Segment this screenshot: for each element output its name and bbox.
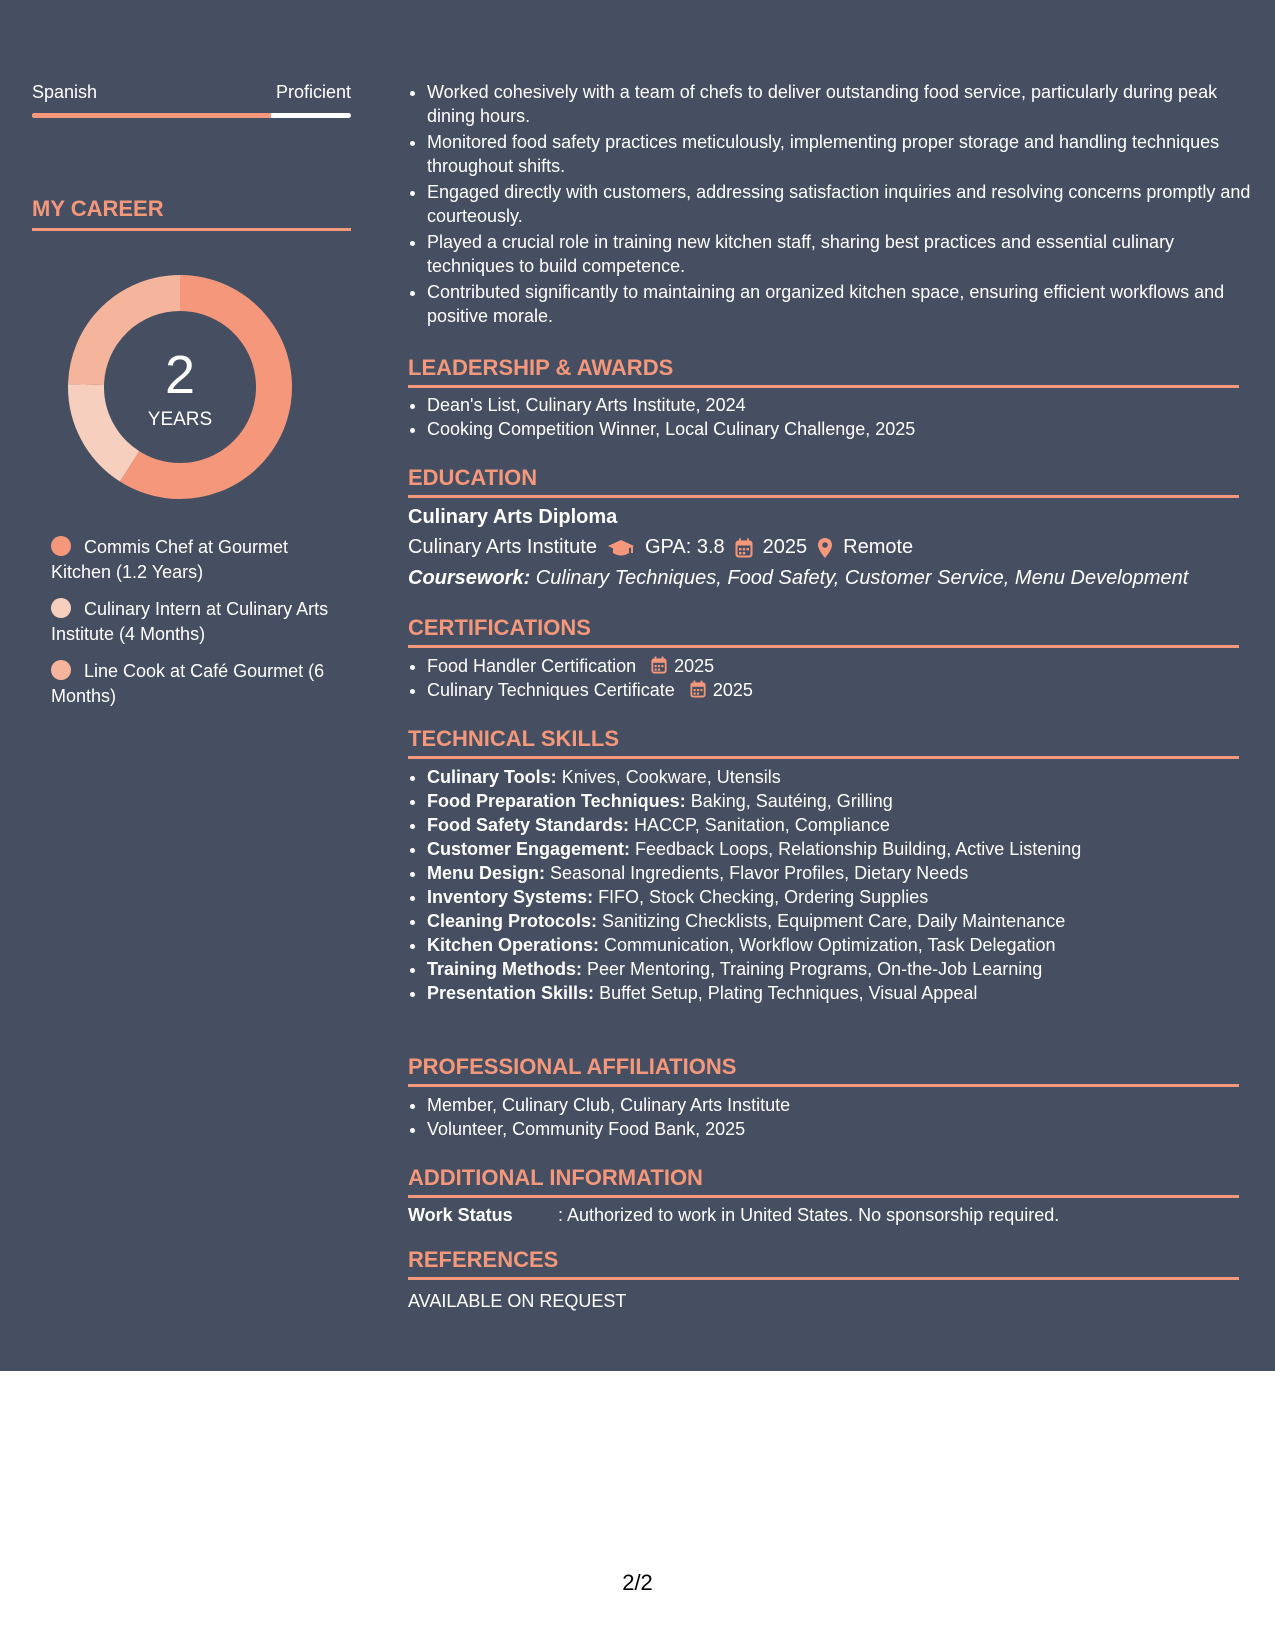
skill-value: Peer Mentoring, Training Programs, On-the-Job Learning	[582, 959, 1043, 979]
career-role-label: Culinary Intern at Culinary Arts Institute (4 Months)	[51, 599, 329, 644]
experience-bullet: • Engaged directly with customers, addressing satisfaction inquiries and resolving concerns promptly and courteously.	[427, 180, 1258, 228]
certifications-heading: CERTIFICATIONS	[408, 615, 1239, 648]
affiliation-item: • Volunteer, Community Food Bank, 2025	[427, 1117, 1258, 1141]
career-legend-item	[51, 659, 341, 709]
skill-value: Seasonal Ingredients, Flavor Profiles, Dietary Needs	[545, 863, 969, 883]
skill-label: Kitchen Operations:	[427, 935, 600, 955]
skill-item	[427, 813, 1258, 837]
skill-value: Communication, Workflow Optimization, Task Delegation	[599, 935, 1056, 955]
education-gpa: GPA: 3.8	[644, 536, 725, 558]
skills-heading: TECHNICAL SKILLS	[408, 726, 1239, 759]
certification-year: 2025	[674, 656, 715, 676]
career-role-label: Line Cook at Café Gourmet (6 Months)	[51, 661, 325, 706]
career-legend	[51, 535, 341, 721]
skill-label: Cleaning Protocols:	[427, 911, 598, 931]
education-degree: Culinary Arts Diploma	[408, 506, 618, 528]
legend-dot	[51, 598, 71, 618]
work-status-row	[408, 1205, 1059, 1226]
certification-name: Food Handler Certification	[427, 656, 637, 676]
references-heading: REFERENCES	[408, 1247, 1239, 1280]
skill-value: Baking, Sautéing, Grilling	[685, 791, 893, 811]
skill-value: Knives, Cookware, Utensils	[556, 767, 781, 787]
skill-value: Sanitizing Checklists, Equipment Care, Daily Maintenance	[597, 911, 1066, 931]
experience-bullet: • Worked cohesively with a team of chefs to deliver outstanding food service, particularly during peak dining hours.	[427, 80, 1258, 128]
additional-info-heading: ADDITIONAL INFORMATION	[408, 1165, 1239, 1198]
skill-label: Training Methods:	[427, 959, 582, 979]
certification-item	[427, 678, 1258, 702]
education-location: Remote	[843, 536, 914, 558]
graduation-cap-icon	[607, 538, 635, 558]
career-total-unit: YEARS	[147, 409, 213, 430]
affiliations-list	[408, 1093, 1258, 1141]
skill-item	[427, 981, 1258, 1005]
award-item: • Dean's List, Culinary Arts Institute, 2024	[427, 393, 1258, 417]
skill-item	[427, 885, 1258, 909]
language-proficiency-fill	[32, 113, 271, 118]
certification-year: 2025	[712, 680, 753, 700]
education-coursework	[408, 567, 1188, 590]
skill-item	[427, 909, 1258, 933]
references-text: AVAILABLE ON REQUEST	[408, 1291, 627, 1311]
experience-bullet: • Contributed significantly to maintaining an organized kitchen space, ensuring efficient workflows and positive morale.	[427, 280, 1258, 328]
language-proficiency-bar	[32, 113, 351, 118]
skill-label: Menu Design:	[427, 863, 546, 883]
calendar-icon	[651, 656, 667, 674]
calendar-icon	[735, 538, 753, 558]
skill-label: Inventory Systems:	[427, 887, 594, 907]
award-item: • Cooking Competition Winner, Local Culinary Challenge, 2025	[427, 417, 1258, 441]
coursework-label: Coursework:	[408, 567, 531, 589]
career-legend-item	[51, 597, 341, 647]
calendar-icon	[690, 680, 706, 698]
affiliation-item: • Member, Culinary Club, Culinary Arts Institute	[427, 1093, 1258, 1117]
language-level: Proficient	[275, 82, 351, 102]
skill-label: Customer Engagement:	[427, 839, 631, 859]
skills-list	[408, 765, 1258, 1005]
career-total-years: 2	[164, 345, 196, 405]
experience-bullet: • Monitored food safety practices meticulously, implementing proper storage and handling techniques throughout shifts.	[427, 130, 1258, 178]
skill-value: FIFO, Stock Checking, Ordering Supplies	[593, 887, 929, 907]
education-details	[408, 536, 913, 559]
location-pin-icon	[817, 537, 833, 559]
legend-dot	[51, 536, 71, 556]
career-role-label: Commis Chef at Gourmet Kitchen (1.2 Years)	[51, 537, 289, 582]
skill-item	[427, 789, 1258, 813]
skill-value: HACCP, Sanitation, Compliance	[629, 815, 890, 835]
leadership-list	[408, 393, 1258, 441]
certifications-list	[408, 654, 1258, 702]
certification-item	[427, 654, 1258, 678]
experience-bullets	[408, 80, 1258, 330]
skill-label: Food Preparation Techniques:	[427, 791, 686, 811]
skill-label: Food Safety Standards:	[427, 815, 630, 835]
skill-label: Presentation Skills:	[427, 983, 595, 1003]
skill-item	[427, 957, 1258, 981]
language-row	[32, 82, 351, 103]
education-school: Culinary Arts Institute	[408, 536, 597, 558]
career-legend-item	[51, 535, 341, 585]
legend-dot	[51, 660, 71, 680]
career-heading: MY CAREER	[32, 196, 351, 231]
certification-name: Culinary Techniques Certificate	[427, 680, 675, 700]
work-status-value: : Authorized to work in United States. No sponsorship required.	[558, 1205, 1060, 1225]
skill-item	[427, 933, 1258, 957]
skill-item	[427, 861, 1258, 885]
skill-value: Buffet Setup, Plating Techniques, Visual Appeal	[594, 983, 978, 1003]
page-number: 2/2	[622, 1570, 653, 1595]
skill-value: Feedback Loops, Relationship Building, Active Listening	[630, 839, 1082, 859]
work-status-label: Work Status	[408, 1205, 513, 1225]
affiliations-heading: PROFESSIONAL AFFILIATIONS	[408, 1054, 1239, 1087]
skill-label: Culinary Tools:	[427, 767, 557, 787]
coursework-value: Culinary Techniques, Food Safety, Customer Service, Menu Development	[530, 567, 1189, 589]
skill-item	[427, 765, 1258, 789]
leadership-heading: LEADERSHIP & AWARDS	[408, 355, 1239, 388]
education-year: 2025	[762, 536, 808, 558]
experience-bullet: • Played a crucial role in training new kitchen staff, sharing best practices and essential culinary techniques to build competence.	[427, 230, 1258, 278]
education-heading: EDUCATION	[408, 465, 1239, 498]
skill-item	[427, 837, 1258, 861]
language-name: Spanish	[32, 82, 98, 102]
